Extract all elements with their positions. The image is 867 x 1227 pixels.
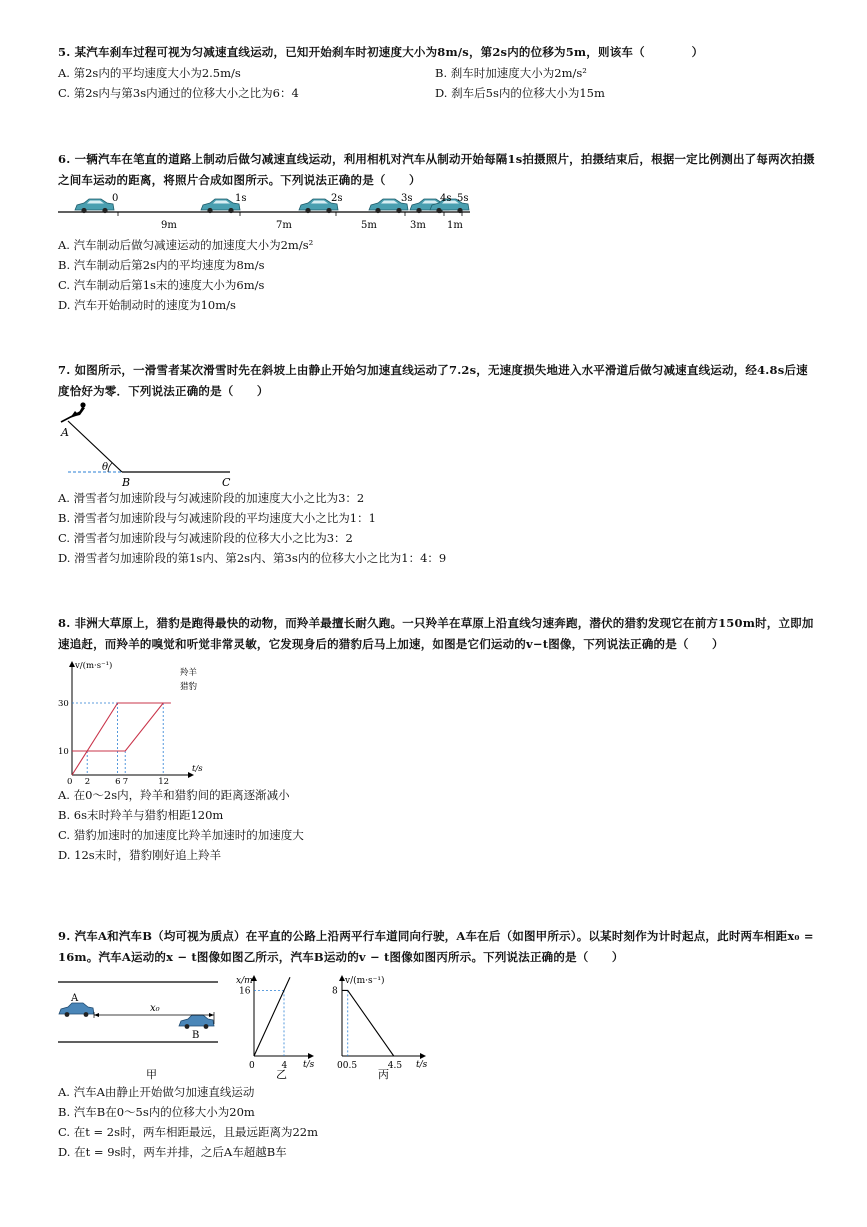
x-tick-label: 6	[115, 777, 121, 785]
figure-caption-bing: 丙	[378, 1068, 389, 1081]
question-stem: 8. 非洲大草原上，猎豹是跑得最快的动物，而羚羊最擅长耐久跑。一只羚羊在草原上沿直线匀速奔跑，潜伏的猎豹发现它在前方150m时，立即加速追赶，而羚羊的嗅觉和听觉非常灵敏，它发现身后的猎豹后马上加速，如图是它们运动的v−t图像，下列说法正确的是（ ）	[58, 616, 814, 651]
option-d[interactable]: D. 汽车开始制动时的速度为10m/s	[58, 298, 236, 312]
options-grid	[58, 63, 818, 103]
point-b-label: B	[122, 476, 131, 488]
option-d[interactable]: D. 在t = 9s时，两车并排，之后A车超越B车	[58, 1145, 287, 1159]
question-8	[58, 613, 818, 865]
x-axis-label: t/s	[303, 1060, 315, 1070]
figure-caption-yi: 乙	[276, 1068, 287, 1081]
option-d[interactable]: D. 刹车后5s内的位移大小为15m	[435, 86, 605, 100]
x-tick-label: 0	[337, 1061, 343, 1071]
xt-chart	[234, 974, 316, 1082]
option-d[interactable]: D. 滑雪者匀加速阶段的第1s内、第2s内、第3s内的位移大小之比为1：4：9	[58, 551, 447, 565]
x-tick-label: 0.5	[342, 1061, 358, 1071]
option-a[interactable]: A. 汽车A由静止开始做匀加速直线运动	[58, 1085, 255, 1099]
car-b-vt-line	[342, 990, 394, 1056]
question-stem: 6. 一辆汽车在笔直的道路上制动后做匀减速直线运动，利用相机对汽车从制动开始每隔1s拍摄照片，拍摄结束后，根据一定比例测出了每两次拍摄之间车运动的距离，将照片合成如图所示。下列说法正确的是（ ）	[58, 152, 815, 187]
distance-label: 1m	[447, 220, 463, 231]
x-tick-label: 2	[84, 777, 91, 785]
y-tick-label: 16	[239, 986, 251, 997]
point-a-label: A	[61, 426, 69, 439]
option-c[interactable]: C. 汽车制动后第1s末的速度大小为6m/s	[58, 278, 265, 292]
vt-chart-figure	[58, 659, 818, 785]
option-b[interactable]: B. 汽车B在0～5s内的位移大小为20m	[58, 1105, 255, 1119]
car-road-diagram	[58, 193, 538, 235]
vt-chart	[58, 659, 218, 785]
legend-cheetah: 猎豹	[180, 682, 198, 692]
time-label: 3s	[401, 193, 413, 204]
car-photo-figure	[58, 193, 818, 235]
legend-antelope: 羚羊	[180, 668, 198, 678]
car-a-xt-line	[254, 977, 290, 1056]
two-lane-diagram	[58, 974, 226, 1082]
point-c-label: C	[222, 476, 231, 488]
time-label: 1s	[235, 193, 247, 204]
series-antelope-line	[72, 703, 171, 751]
ski-slope-diagram	[58, 402, 258, 488]
vt-chart-bing	[322, 974, 432, 1082]
option-a[interactable]: A. 汽车制动后做匀减速运动的加速度大小为2m/s²	[58, 238, 314, 252]
figure-caption-jia: 甲	[146, 1068, 157, 1081]
question-6	[58, 149, 818, 315]
option-c[interactable]: C. 猎豹加速时的加速度比羚羊加速时的加速度大	[58, 828, 304, 842]
x-tick-label: 4	[281, 1061, 288, 1071]
option-a[interactable]: A. 第2s内的平均速度大小为2.5m/s	[58, 66, 241, 80]
time-label: 4s	[440, 193, 452, 204]
y-tick-label: 10	[58, 747, 69, 757]
option-a[interactable]: A. 滑雪者匀加速阶段与匀减速阶段的加速度大小之比为3：2	[58, 491, 365, 505]
time-label: 5s	[457, 193, 469, 204]
question-stem: 5. 某汽车刹车过程可视为匀减速直线运动，已知开始刹车时初速度大小为8m/s，第2s内的位移为5m，则该车（ ）	[58, 45, 704, 59]
option-b[interactable]: B. 刹车时加速度大小为2m/s²	[435, 66, 587, 80]
question-stem: 9. 汽车A和汽车B（均可视为质点）在平直的公路上沿两平行车道同向行驶，A车在后（如图甲所示）。以某时刻作为计时起点，此时两车相距x₀ = 16m。汽车A运动的x − t图像如图乙所示，汽车B运动的v − t图像如图丙所示。下列说法正确的是（ ）	[58, 929, 814, 964]
y-tick-label: 8	[332, 986, 338, 997]
x-axis-label: t/s	[192, 764, 203, 774]
option-b[interactable]: B. 6s末时羚羊与猎豹相距120m	[58, 808, 224, 822]
car-b-icon	[179, 1015, 214, 1029]
car-a-label: A	[71, 993, 79, 1004]
time-label: 0	[112, 193, 119, 204]
x-tick-label: 0	[249, 1061, 255, 1071]
distance-label: 7m	[276, 220, 292, 231]
option-b[interactable]: B. 滑雪者匀加速阶段与匀减速阶段的平均速度大小之比为1：1	[58, 511, 376, 525]
distance-label: 9m	[161, 220, 177, 231]
y-axis-label: x/m	[236, 976, 253, 986]
q9-figures	[58, 974, 818, 1082]
question-9	[58, 926, 818, 1162]
distance-label: 3m	[410, 220, 426, 231]
distance-label: 5m	[361, 220, 377, 231]
y-axis-label: v/(m·s⁻¹)	[75, 661, 113, 671]
slope-figure	[58, 402, 818, 488]
option-c[interactable]: C. 第2s内与第3s内通过的位移大小之比为6：4	[58, 86, 299, 100]
y-tick-label: 30	[58, 699, 69, 709]
question-7	[58, 360, 818, 568]
option-b[interactable]: B. 汽车制动后第2s内的平均速度为8m/s	[58, 258, 265, 272]
car-b-label: B	[192, 1030, 200, 1041]
question-5	[58, 42, 818, 103]
option-c[interactable]: C. 在t = 2s时，两车相距最远，且最远距离为22m	[58, 1125, 319, 1139]
option-c[interactable]: C. 滑雪者匀加速阶段与匀减速阶段的位移大小之比为3：2	[58, 531, 353, 545]
x-tick-label: 12	[158, 777, 170, 785]
question-stem: 7. 如图所示，一滑雪者某次滑雪时先在斜坡上由静止开始匀加速直线运动了7.2s，无速度损失地进入水平滑道后做匀减速直线运动，经4.8s后速度恰好为零．下列说法正确的是（ ）	[58, 363, 808, 398]
x-tick-label: 0	[67, 777, 73, 785]
x-axis-label: t/s	[416, 1060, 428, 1070]
x-tick-label: 7	[122, 777, 129, 785]
skier-icon	[61, 402, 86, 422]
option-a[interactable]: A. 在0～2s内，羚羊和猎豹间的距离逐渐减小	[58, 788, 290, 802]
x-tick-label: 4.5	[387, 1061, 403, 1071]
car-a-icon	[59, 1003, 94, 1017]
car-icon	[75, 199, 114, 213]
gap-label: x₀	[150, 1003, 160, 1014]
angle-label: θ	[102, 462, 109, 473]
option-d[interactable]: D. 12s末时，猎豹刚好追上羚羊	[58, 848, 222, 862]
y-axis-label: v/(m·s⁻¹)	[345, 976, 385, 986]
time-label: 2s	[331, 193, 343, 204]
slope-line	[68, 421, 122, 472]
